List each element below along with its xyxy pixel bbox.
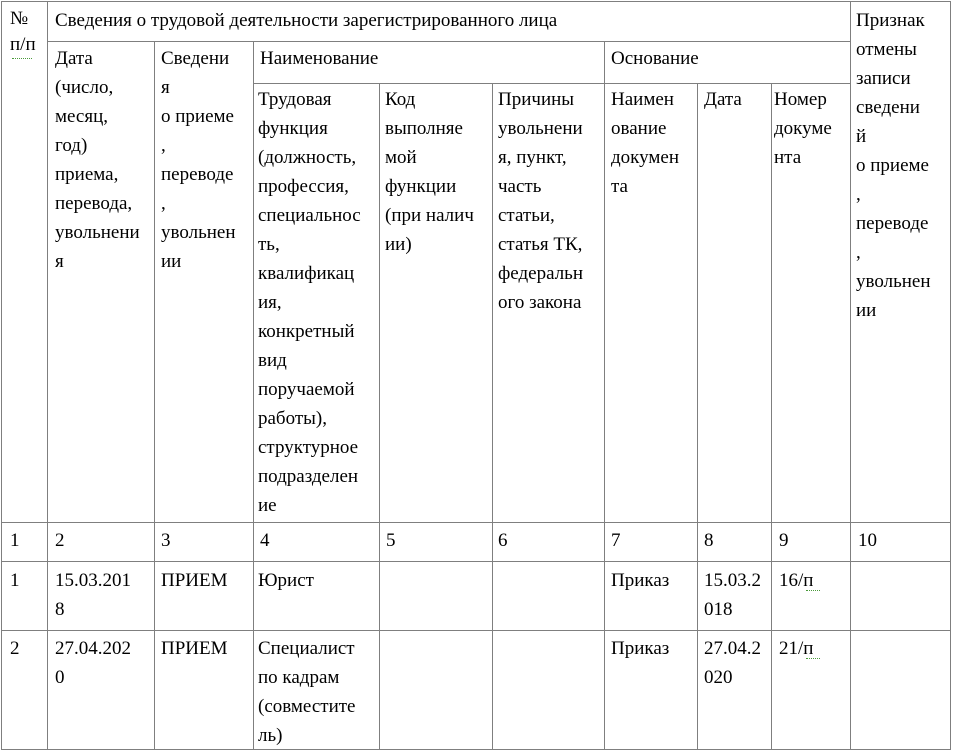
row-2-date: 27.04.202 0 (55, 638, 131, 688)
column-number: 9 (779, 530, 789, 551)
table-border (1, 522, 950, 523)
table-border (1, 630, 950, 631)
header-labor-function: Трудовая функция (должность, профессия, специальнос ть, квалификац ия, конкретный вид поручаемой работы), структурное подразделен ие (258, 89, 361, 516)
row-1-info: ПРИЕМ (161, 570, 228, 591)
row-1-document-number: 16/п (779, 570, 814, 591)
table-border (154, 41, 155, 750)
header-date: Дата (число, месяц, год) приема, перевода, увольнени я (55, 48, 140, 272)
table-border (47, 1, 48, 750)
row-1-number: 1 (10, 570, 20, 591)
column-number: 3 (161, 530, 171, 551)
column-number: 2 (55, 530, 65, 551)
header-dismissal-reasons: Причины увольнени я, пункт, часть статьи, статья ТК, федеральн ого закона (498, 89, 584, 313)
table-border (253, 41, 254, 750)
row-2-document-date: 27.04.2 020 (704, 638, 761, 688)
column-number: 10 (858, 530, 877, 551)
spellcheck-underline (806, 658, 820, 659)
header-function-code: Код выполняе мой функции (при налич ии) (385, 89, 474, 255)
table-border (950, 1, 951, 750)
header-info: Сведени я о приеме , переводе , увольнен ии (161, 48, 236, 272)
table-border (1, 749, 950, 750)
row-2-document-name: Приказ (611, 638, 670, 659)
row-2-number: 2 (10, 638, 20, 659)
table-border (771, 83, 772, 750)
row-2-document-number: 21/п (779, 638, 814, 659)
column-number: 5 (386, 530, 396, 551)
spellcheck-underline (12, 58, 32, 59)
table-border (604, 41, 605, 750)
table-border (47, 41, 850, 42)
row-1-date: 15.03.201 8 (55, 570, 131, 620)
table-border (1, 1, 950, 2)
row-1-document-date: 15.03.2 018 (704, 570, 761, 620)
header-document-name: Наимен ование докумен та (611, 89, 680, 197)
table-border (1, 561, 950, 562)
header-document-date: Дата (704, 89, 742, 110)
header-name-group: Наименование (260, 48, 379, 69)
column-number: 1 (10, 530, 20, 551)
table-border (253, 83, 850, 84)
row-2-info: ПРИЕМ (161, 638, 228, 659)
header-basis-group: Основание (611, 48, 699, 69)
column-number: 6 (498, 530, 508, 551)
column-number: 7 (611, 530, 621, 551)
spellcheck-underline (806, 590, 820, 591)
row-1-document-name: Приказ (611, 570, 670, 591)
header-cancel-mark: Признак отмены записи сведени й о приеме , переводе , увольнен ии (856, 10, 931, 321)
column-number: 4 (260, 530, 270, 551)
table-border (379, 83, 380, 750)
column-number: 8 (704, 530, 714, 551)
header-document-number: Номер докуме нта (774, 89, 832, 168)
row-1-function: Юрист (258, 570, 314, 591)
table-border (1, 1, 2, 750)
header-title: Сведения о трудовой деятельности зарегистрированного лица (55, 10, 558, 31)
table-border (492, 83, 493, 750)
header-number-column: № п/п (10, 8, 36, 55)
table-border (697, 83, 698, 750)
table-border (850, 1, 851, 750)
row-2-function: Специалист по кадрам (совместите ль) (258, 638, 356, 746)
